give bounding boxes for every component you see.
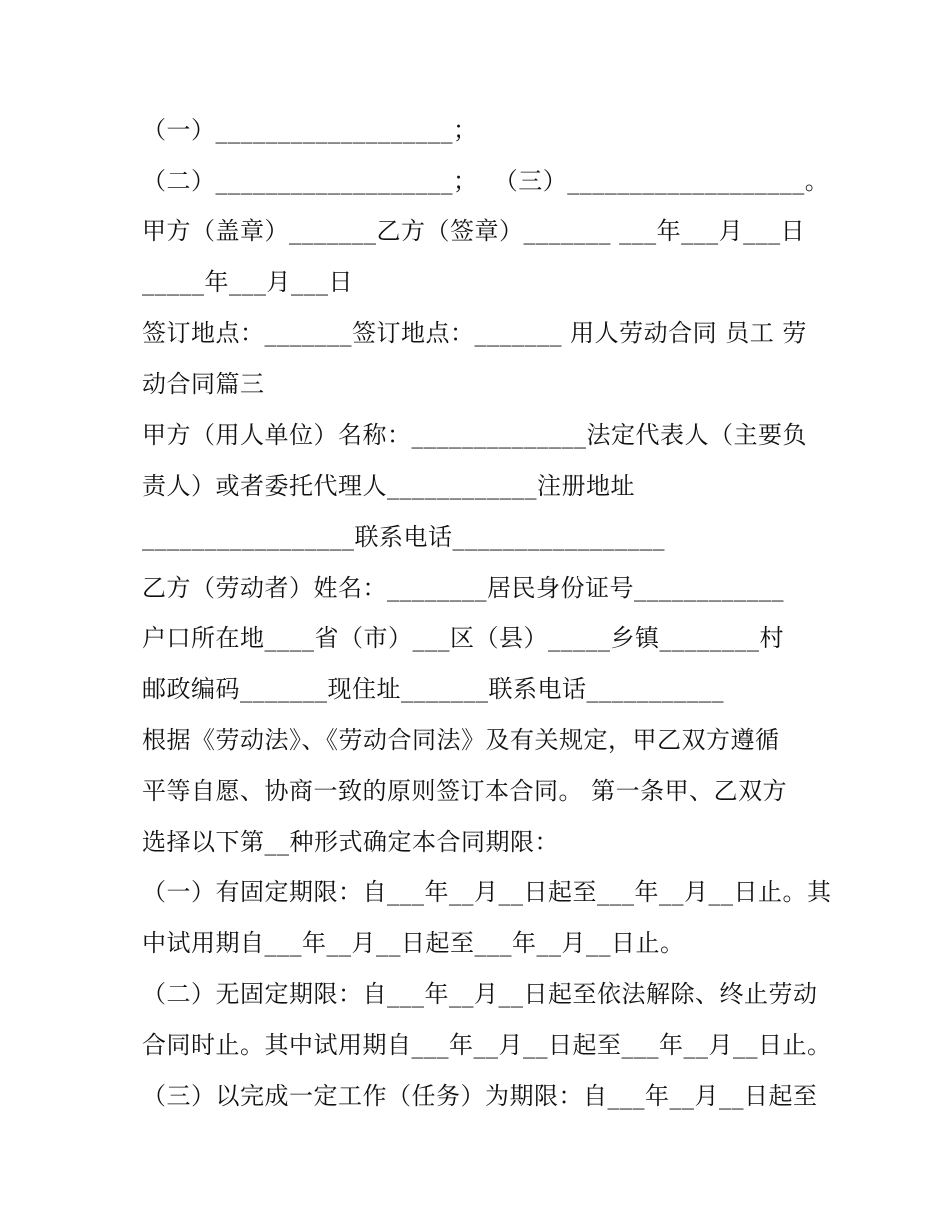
text-line: 邮政编码_______现住址_______联系电话___________ (142, 675, 724, 703)
text-line: 责人）或者委托代理人____________注册地址 (142, 472, 635, 500)
text-line: （一）___________________； (142, 116, 478, 144)
text-line: （二）___________________； （三）___________________。 (142, 167, 830, 195)
text-line: 合同时止。其中试用期自___年__月__日起至___年__月__日止。 (142, 1031, 832, 1059)
text-line: 签订地点：_______签订地点：_______ 用人劳动合同 员工 劳 (142, 319, 807, 347)
text-line: 平等自愿、协商一致的原则签订本合同。 第一条甲、乙双方 (142, 777, 788, 805)
text-line: _____年___月___日 (142, 268, 353, 296)
text-line: 选择以下第__种形式确定本合同期限： (142, 828, 559, 856)
text-line: （二）无固定期限：自___年__月__日起至依法解除、终止劳动 (142, 980, 818, 1008)
text-line: 乙方（劳动者）姓名：________居民身份证号____________ (142, 574, 784, 602)
text-line: 户口所在地____省（市）___区（县）_____乡镇________村 (142, 624, 784, 652)
text-line: 甲方（盖章）_______乙方（签章）_______ ___年___月___日 (142, 217, 806, 245)
text-line: _________________联系电话_________________ (142, 523, 665, 551)
text-line: （一）有固定期限：自___年__月__日起至___年__月__日止。其 (142, 878, 832, 906)
text-line: 中试用期自___年__月__日起至___年__月__日止。 (142, 929, 685, 957)
text-line: 动合同篇三 (142, 370, 265, 398)
text-line: 甲方（用人单位）名称：______________法定代表人（主要负 (142, 421, 807, 449)
text-line: 根据《劳动法》、《劳动合同法》及有关规定，甲乙双方遵循 (142, 726, 780, 754)
text-line: （三）以完成一定工作（任务）为期限：自___年__月__日起至 (142, 1082, 818, 1110)
